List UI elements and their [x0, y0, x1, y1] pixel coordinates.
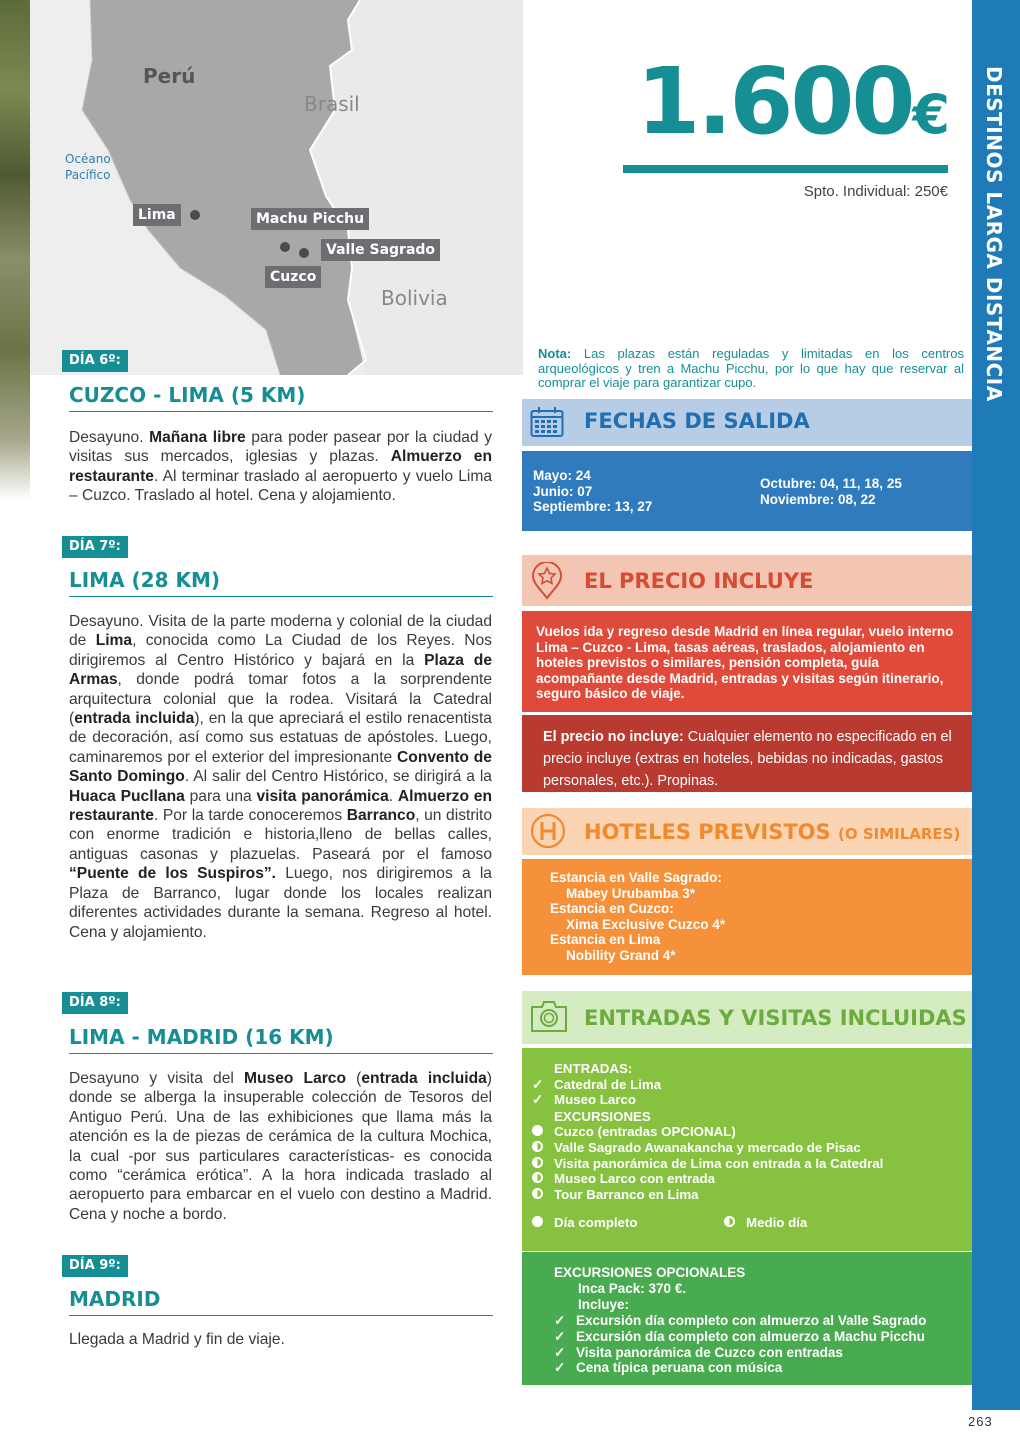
- side-title-text: DESTINOS LARGA DISTANCIA: [982, 66, 1006, 402]
- excursion-item: Visita panorámica de Lima con entrada a la Catedral: [532, 1156, 972, 1172]
- hoteles-subtitle: (O SIMILARES): [837, 825, 961, 843]
- no-incluye-label: El precio no incluye:: [543, 729, 684, 745]
- fecha-item: Septiembre: 13, 27: [533, 499, 653, 515]
- lima-dot: [190, 210, 200, 220]
- machu-dot: [280, 242, 290, 252]
- incluye-header: [522, 555, 972, 606]
- calendar-icon: [530, 406, 564, 438]
- day-8-tag: DÍA 8º:: [62, 992, 128, 1014]
- day-7-tag: DÍA 7º:: [62, 536, 128, 558]
- check-icon: ✓: [554, 1312, 566, 1328]
- check-icon: ✓: [554, 1328, 566, 1344]
- entrada-item: ✓ Catedral de Lima: [532, 1076, 662, 1092]
- hotel-name: Mabey Urubamba 3*: [566, 885, 696, 901]
- single-supplement: Spto. Individual: 250€: [803, 183, 948, 200]
- hoteles-body: [522, 859, 972, 975]
- valle-dot: [299, 248, 309, 258]
- full-day-icon: [532, 1216, 543, 1227]
- hotel-icon: [530, 813, 566, 849]
- day-9-text: Llegada a Madrid y fin de viaje.: [69, 1331, 285, 1348]
- hotel-name: Nobility Grand 4*: [566, 947, 676, 963]
- hoteles-header: [522, 808, 972, 855]
- check-icon: ✓: [532, 1076, 544, 1092]
- location-star-icon: [530, 562, 564, 600]
- entradas-header: [522, 991, 972, 1044]
- day-9-tag: DÍA 9º:: [62, 1255, 128, 1277]
- fechas-body: [522, 451, 972, 531]
- label-ocean: Océano Pacífico: [65, 152, 111, 182]
- legend: [532, 1215, 972, 1231]
- camera-icon: [530, 998, 568, 1034]
- fechas-header: [522, 399, 972, 446]
- half-day-icon: [532, 1172, 543, 1183]
- fechas-title: FECHAS DE SALIDA: [584, 409, 810, 433]
- entradas-body: [522, 1048, 972, 1251]
- full-day-icon: [532, 1125, 543, 1136]
- opcionales-incluye: Incluye:: [578, 1296, 630, 1312]
- excursion-item: Cuzco (entradas OPCIONAL): [532, 1124, 972, 1140]
- note-text: Las plazas están reguladas y limitadas en los centros arqueológicos y tren a Machu Picchu, por lo que hay que reservar al comprar el viaje para garantizar cupo.: [538, 346, 964, 391]
- opcional-item: ✓ Cena típica peruana con música: [554, 1360, 783, 1376]
- fecha-item: Octubre: 04, 11, 18, 25: [760, 476, 902, 491]
- price-amount: 1.600: [636, 48, 913, 155]
- day-8-text: Desayuno y visita del Museo Larco (entrada incluida) donde se alberga la insuperable colección de Tesoros del Antiguo Perú. Una de las exhibiciones que llama más la atención es la de piezas de cerámica de la cultura Mochica, la cual -por sus particulares características- es conocida como “cerámica erótica”. A la hora indicada traslado al aeropuerto para embarcar en el vuelo con destino a Madrid. Cena y noche a bordo.: [69, 1070, 492, 1223]
- day-7-text: Desayuno. Visita de la parte moderna y colonial de la ciudad de Lima, conocida como La Ciudad de los Reyes. Nos dirigiremos al Centro Histórico y bajará en la Plaza de Armas, donde podrá tomar fotos a la sorprendente arquitectura colonial que la rodea. Visitará la Catedral (entrada incluida), en la que apreciará el estilo renacentista de decoración, así como sus estatuas de apóstoles. Luego, caminaremos por el exterior del impresionante Convento de Santo Domingo. Al salir del Centro Histórico, se dirigirá a la Huaca Pucllana para una visita panorámica. Almuerzo en restaurante. Por la tarde conoceremos Barranco, un distrito con enorme tradición e historia,lleno de bellas calles, antiguas casonas y plazuelas. Paseará por el famoso “Puente de los Suspiros”. Luego, nos dirigiremos a la Plaza de Barranco, lugar donde los locales realizan diferentes actividades durante la semana. Regreso al hotel. Cena y alojamiento.: [69, 613, 493, 941]
- fechas-left: [533, 468, 652, 515]
- legend-half: Medio día: [746, 1215, 808, 1231]
- hotel-name: Xima Exclusive Cuzco 4*: [566, 916, 726, 932]
- no-incluye-body: [522, 715, 972, 792]
- hotel-place: Estancia en Valle Sagrado:: [550, 870, 722, 885]
- fecha-item: Mayo: 24: [533, 468, 591, 483]
- excursion-item: Museo Larco con entrada: [532, 1171, 972, 1187]
- day-8-title: LIMA - MADRID (16 KM): [69, 1025, 493, 1054]
- fechas-right: [760, 476, 902, 507]
- incluye-body: Vuelos ida y regreso desde Madrid en línea regular, vuelo interno Lima – Cuzco - Lima, tasas aéreas, traslados, alojamiento en hoteles previstos o similares, pensión completa, guía acompañante desde Madrid, entradas y visitas según itinerario, seguro básico de viaje.: [522, 611, 972, 712]
- half-day-icon: [532, 1141, 543, 1152]
- day-6-title: CUZCO - LIMA (5 KM): [69, 383, 493, 412]
- label-brasil: Brasil: [304, 92, 360, 116]
- city-valle-sagrado: Valle Sagrado: [321, 239, 440, 261]
- legend-full: Día completo: [554, 1215, 638, 1231]
- hotel-place: Estancia en Cuzco:: [550, 901, 674, 917]
- check-icon: ✓: [554, 1360, 566, 1376]
- incluye-title: EL PRECIO INCLUYE: [584, 569, 814, 593]
- city-machu-picchu: Machu Picchu: [251, 208, 369, 230]
- check-icon: ✓: [532, 1092, 544, 1108]
- opcional-item: ✓ Excursión día completo con almuerzo a Machu Picchu: [554, 1328, 925, 1344]
- opcionales-body: [522, 1252, 972, 1385]
- hoteles-title: [584, 820, 960, 844]
- opcional-item: ✓ Visita panorámica de Cuzco con entradas: [554, 1344, 843, 1360]
- map-shapes: [30, 0, 523, 375]
- day-9-title: MADRID: [69, 1287, 493, 1316]
- fecha-item: Noviembre: 08, 22: [760, 491, 876, 507]
- hotel-place: Estancia en Lima: [550, 932, 661, 948]
- hoteles-title-text: HOTELES PREVISTOS: [584, 820, 831, 844]
- check-icon: ✓: [554, 1344, 566, 1360]
- half-day-icon: [724, 1216, 735, 1227]
- price-currency: €: [912, 83, 950, 146]
- fecha-item: Junio: 07: [533, 483, 593, 499]
- opcional-item: ✓ Excursión día completo con almuerzo al Valle Sagrado: [554, 1312, 927, 1328]
- city-cuzco: Cuzco: [265, 266, 321, 288]
- label-peru: Perú: [143, 64, 196, 88]
- half-day-icon: [532, 1157, 543, 1168]
- peru-map: [30, 0, 523, 375]
- entradas-label: ENTRADAS:: [554, 1061, 633, 1076]
- label-bolivia: Bolivia: [381, 286, 448, 310]
- day-7-title: LIMA (28 KM): [69, 568, 493, 597]
- excursiones-label: EXCURSIONES: [554, 1108, 651, 1124]
- day-6-tag: DÍA 6º:: [62, 350, 128, 372]
- excursion-item: Valle Sagrado Awanakancha y mercado de Pisac: [532, 1140, 972, 1156]
- day-6-text: Desayuno. Mañana libre para poder pasear por la ciudad y visitas sus mercados, iglesias y plazas. Almuerzo en restaurante. Al terminar traslado al aeropuerto y vuelo Lima – Cuzco. Traslado al hotel. Cena y alojamiento.: [69, 429, 493, 505]
- price-underline: [623, 165, 948, 173]
- entrada-item: ✓ Museo Larco: [532, 1092, 637, 1108]
- landscape-photo: [0, 0, 30, 500]
- entradas-title: ENTRADAS Y VISITAS INCLUIDAS: [584, 1006, 967, 1030]
- page-number: 263: [968, 1414, 993, 1429]
- price: [600, 48, 950, 155]
- no-incluye-text: Cualquier elemento no especificado en el precio incluye (extras en hoteles, bebidas no indicadas, gastos personales, etc.). Propinas.: [543, 729, 952, 789]
- opcionales-pack: Inca Pack: 370 €.: [578, 1280, 687, 1296]
- city-lima: Lima: [133, 204, 181, 226]
- half-day-icon: [532, 1188, 543, 1199]
- note: [538, 347, 964, 391]
- note-label: Nota:: [538, 346, 572, 361]
- excursion-item: Tour Barranco en Lima: [532, 1187, 972, 1203]
- opcionales-title: EXCURSIONES OPCIONALES: [554, 1265, 746, 1280]
